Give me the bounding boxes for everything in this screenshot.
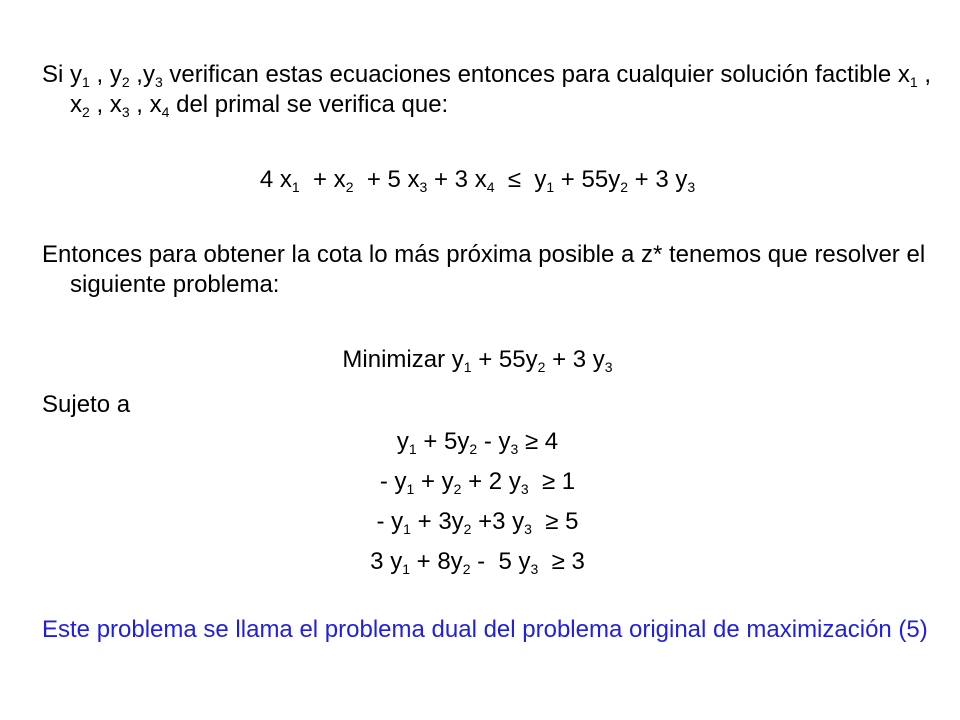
subscript-index: 3	[510, 441, 519, 457]
subscript-index: 1	[408, 441, 417, 457]
subscript-index: 2	[537, 359, 546, 375]
primal-inequality: 4 $x_1 + x_2 + 5$ $x_3 + 3$ $x_4 \le y_1 + 55y_2 + 3$ $y_3$	[259, 166, 696, 195]
intro-paragraph: Si $y_1$ , $y_2$ $,y_3$ verifican estas ecuaciones entonces para cualquier solución factible $x_1$ , $x_2$ , $x_3$ , $x_4$ del primal se verifica que:	[42, 61, 931, 120]
subscript-index: 3	[524, 521, 532, 537]
subscript-index: 3	[419, 179, 428, 195]
subscript-index: 3	[530, 561, 539, 577]
subject-to-label: Sujeto a	[42, 391, 131, 418]
subscript-index: 1	[402, 561, 410, 577]
constraint-3: - $y_1 + 3y_2 +3$ $y_3 \ge 5$	[376, 508, 579, 537]
subscript-index: 4	[486, 179, 495, 195]
subscript-index: 1	[463, 359, 472, 375]
subscript-index: 3	[154, 74, 163, 90]
dual-objective: Minimizar $y_1 + 55y_2 + 3$ $y_3$	[342, 346, 613, 375]
subscript-index: 1	[406, 481, 415, 497]
subscript-index: 1	[403, 521, 411, 537]
conclusion-paragraph: Este problema se llama el problema dual del problema original de maximización (5)	[42, 616, 928, 643]
subscript-index: 3	[121, 104, 130, 120]
subscript-index: 3	[687, 179, 696, 195]
subscript-index: 2	[345, 179, 354, 195]
subscript-index: 2	[453, 481, 462, 497]
constraint-1: $y_1 + 5y_2 - y_3 \ge 4$	[396, 428, 559, 457]
constraint-4: 3 $y_1 + 8y_2 - 5$ $y_3 \ge 3$	[370, 548, 585, 577]
constraint-2: - $y_1 + y_2 + 2$ $y_3 \ge 1$	[379, 468, 576, 497]
subscript-index: 1	[546, 179, 555, 195]
subscript-index: 1	[909, 74, 918, 90]
subscript-index: 3	[520, 481, 529, 497]
subscript-index: 1	[82, 74, 90, 90]
subscript-index: 2	[82, 104, 90, 120]
subscript-index: 1	[291, 179, 300, 195]
subscript-index: 2	[620, 179, 628, 195]
subscript-index: 2	[121, 74, 130, 90]
subscript-index: 2	[462, 561, 471, 577]
cota-paragraph: Entonces para obtener la cota lo más próxima posible a z* tenemos que resolver el siguiente problema:	[42, 241, 926, 298]
subscript-index: 3	[604, 359, 613, 375]
subscript-index: 2	[463, 521, 472, 537]
subscript-index: 4	[161, 104, 170, 120]
subscript-index: 2	[469, 441, 478, 457]
